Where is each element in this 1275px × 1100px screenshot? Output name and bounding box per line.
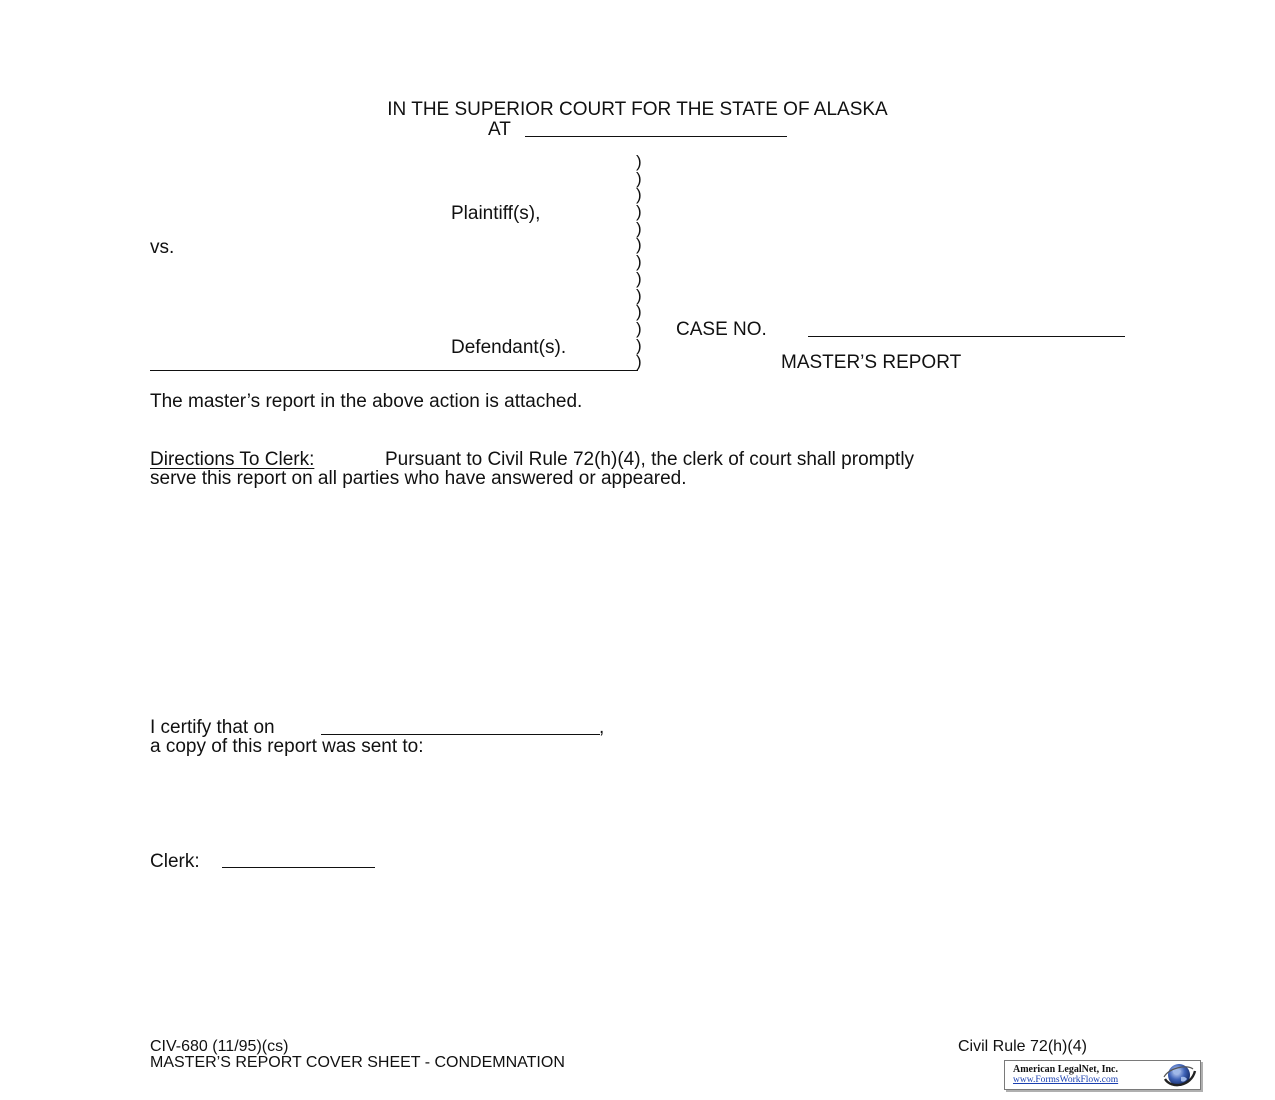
court-title: IN THE SUPERIOR COURT FOR THE STATE OF ALASKA: [387, 99, 888, 120]
publisher-logo[interactable]: [1004, 1060, 1201, 1090]
directions-text-line1: Pursuant to Civil Rule 72(h)(4), the clerk of court shall promptly: [385, 449, 915, 470]
form-number: CIV-680 (11/95)(cs): [150, 1038, 289, 1055]
publisher-url-link[interactable]: www.FormsWorkFlow.com: [1013, 1075, 1119, 1085]
bracket-char: ): [636, 152, 642, 171]
bracket-char: ): [636, 268, 642, 288]
caption-bracket: [636, 154, 648, 371]
directions-text-line2: serve this report on all parties who have answered or appeared.: [150, 468, 687, 489]
defendant-name-field[interactable]: [150, 370, 638, 371]
defendant-label: Defendant(s).: [451, 337, 567, 358]
court-location-label: AT: [488, 119, 511, 140]
certify-comma: ,: [599, 717, 605, 738]
certify-label: I certify that on: [150, 717, 275, 738]
bracket-char: ): [636, 318, 642, 338]
attached-statement: The master’s report in the above action is attached.: [150, 391, 583, 412]
rule-reference: Civil Rule 72(h)(4): [958, 1038, 1087, 1055]
bracket-char: ): [636, 168, 642, 188]
bracket-char: ): [636, 302, 642, 322]
globe-icon: [1161, 1062, 1197, 1088]
bracket-char: ): [636, 235, 642, 255]
clerk-signature-field[interactable]: [222, 867, 375, 868]
certify-date-field[interactable]: [321, 734, 600, 735]
plaintiff-label: Plaintiff(s),: [451, 203, 541, 224]
case-number-field[interactable]: [808, 336, 1125, 337]
report-title: MASTER’S REPORT: [781, 352, 962, 373]
certify-sent-to-text: a copy of this report was sent to:: [150, 736, 424, 757]
bracket-char: ): [636, 218, 642, 238]
case-number-label: CASE NO.: [676, 319, 767, 340]
bracket-char: ): [636, 202, 642, 222]
bracket-char: ): [636, 185, 642, 205]
bracket-char: ): [636, 252, 642, 272]
form-title: MASTER’S REPORT COVER SHEET - CONDEMNATION: [150, 1054, 565, 1071]
bracket-char: ): [636, 335, 642, 355]
versus-label: vs.: [150, 237, 175, 258]
directions-heading: Directions To Clerk:: [150, 449, 315, 470]
publisher-name: American LegalNet, Inc.: [1013, 1064, 1118, 1075]
bracket-char: ): [636, 285, 642, 305]
court-location-field[interactable]: [525, 136, 787, 137]
bracket-char: ): [636, 352, 642, 372]
clerk-label: Clerk:: [150, 851, 200, 872]
